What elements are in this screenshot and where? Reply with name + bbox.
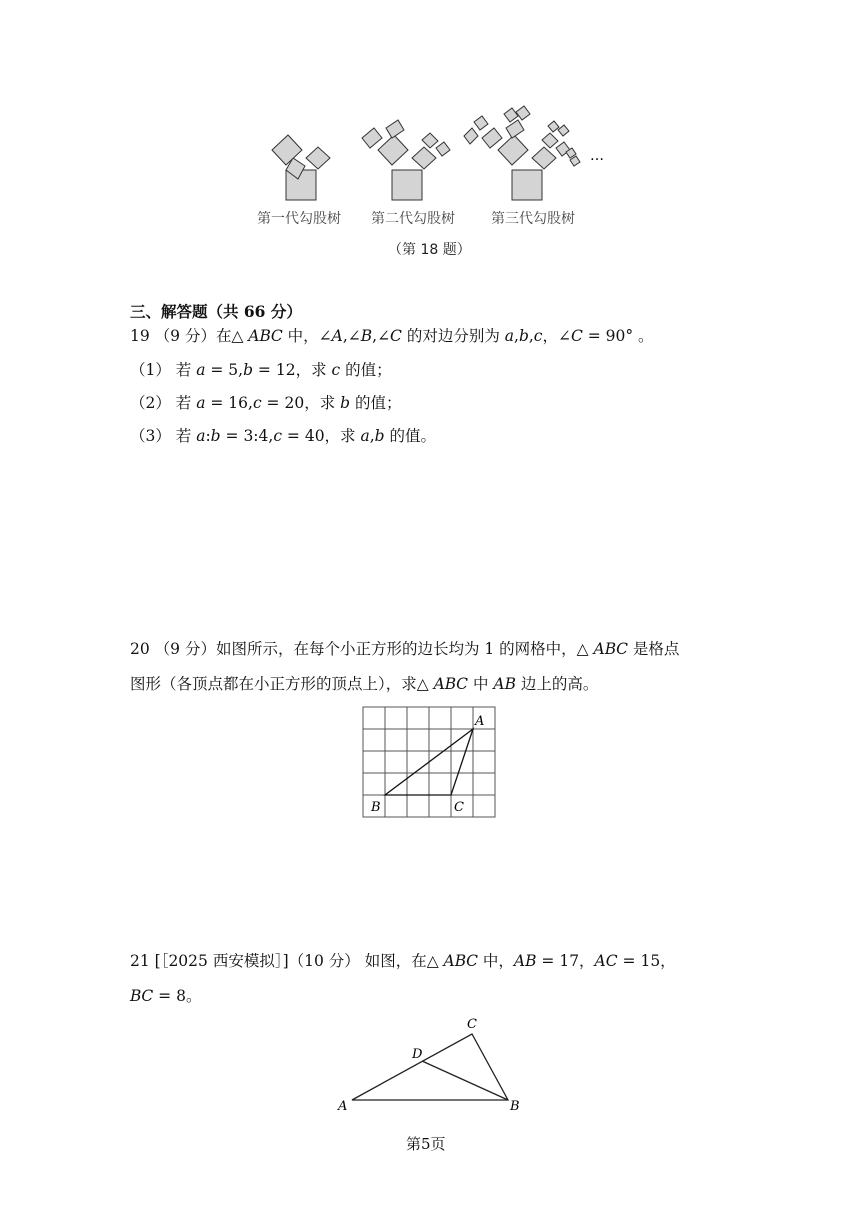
tree-caption-1: 第一代勾股树 (257, 211, 341, 227)
q20-line-2: 图形（各顶点都在小正方形的顶点上），求△ 𝐴𝐵𝐶 中 𝐴𝐵 边上的高。 (130, 675, 599, 693)
grid-figure (360, 704, 500, 822)
q19-part-1: （1） 若 𝑎 = 5,𝑏 = 12，求 𝑐 的值； (130, 361, 392, 379)
point-label-d: D (412, 1047, 423, 1062)
vertex-label-c: C (454, 800, 464, 815)
q19-part-2: （2） 若 𝑎 = 16,𝑐 = 20，求 𝑏 的值； (130, 394, 402, 412)
tree-gen-1 (272, 135, 330, 200)
pythagoras-tree-figure (250, 100, 610, 205)
section-heading: 三、解答题（共 66 分） (130, 302, 302, 321)
tree-gen-3 (464, 106, 580, 200)
triangle-figure (330, 1010, 530, 1118)
ellipsis-text: … (590, 148, 604, 164)
point-label-a: A (338, 1099, 348, 1114)
tree-caption-2: 第二代勾股树 (371, 211, 455, 227)
figure-18-label: （第 18 题） (388, 242, 471, 258)
point-label-b: B (510, 1099, 520, 1114)
q21-line-1: 21 [［2025 西安模拟］]（10 分） 如图，在△ 𝐴𝐵𝐶 中，𝐴𝐵 = 17，𝐴𝐶 = 15， (130, 952, 676, 970)
tree-gen-2 (362, 120, 450, 200)
point-label-c: C (467, 1017, 477, 1032)
segment-bd (422, 1061, 508, 1100)
vertex-label-b: B (371, 800, 381, 815)
q19-stem: 19 （9 分）在△ 𝐴𝐵𝐶 中，∠𝐴,∠𝐵,∠𝐶 的对边分别为 𝑎,𝑏,𝑐，∠𝐶 = 90° 。 (130, 327, 654, 345)
tree-caption-3: 第三代勾股树 (491, 211, 575, 227)
vertex-label-a: A (475, 714, 485, 729)
q21-line-2: 𝐵𝐶 = 8。 (130, 987, 202, 1005)
page-number: 第5页 (406, 1135, 446, 1153)
q19-part-3: （3） 若 𝑎:𝑏 = 3:4,𝑐 = 40，求 𝑎,𝑏 的值。 (130, 427, 437, 445)
q20-line-1: 20 （9 分）如图所示，在每个小正方形的边长均为 1 的网格中，△ 𝐴𝐵𝐶 是格点 (130, 640, 680, 658)
